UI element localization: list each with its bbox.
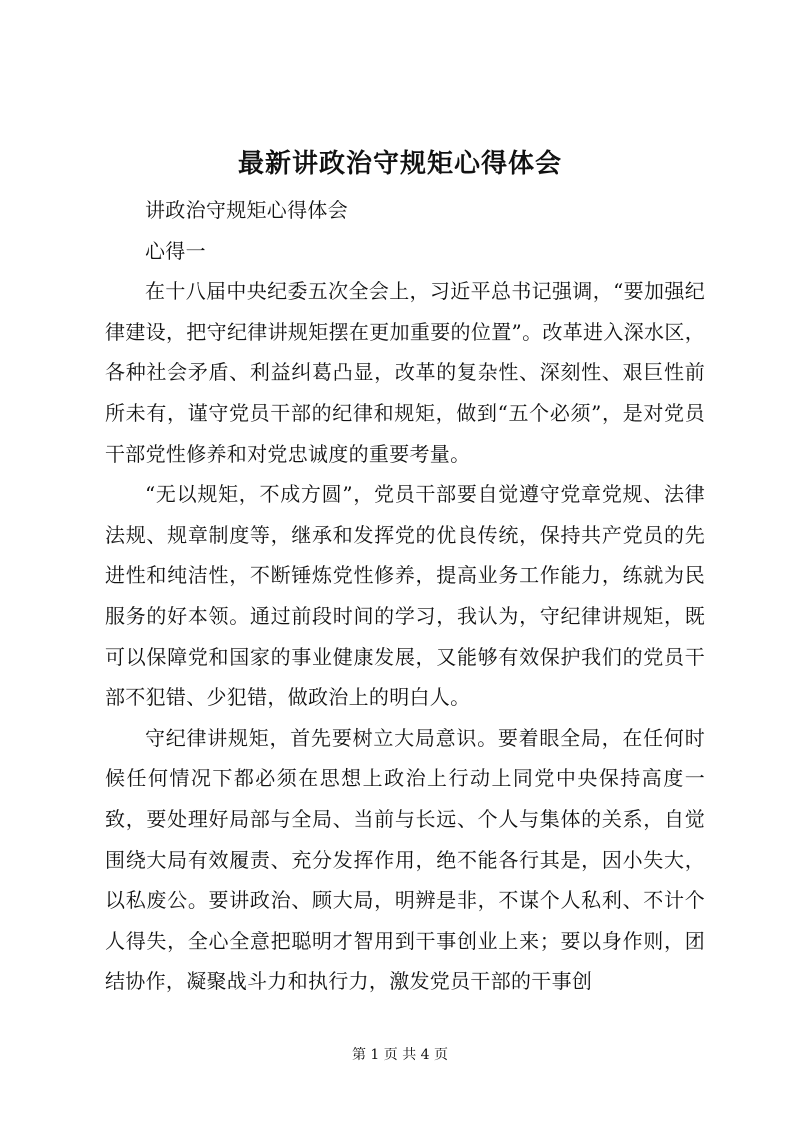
document-title: 最新讲政治守规矩心得体会 bbox=[237, 149, 562, 179]
section-heading: 心得一 bbox=[145, 238, 206, 263]
subtitle-line: 讲政治守规矩心得体会 bbox=[145, 198, 348, 222]
paragraph-1: 在十八届中央纪委五次全会上，习近平总书记强调，“要加强纪律建设，把守纪律讲规矩摆在更加重要的位置”。改革进入深水区，各种社会矛盾、利益纠葛凸显，改革的复杂性、深刻性、艰巨性前所未有，谨守党员干部的纪律和规矩，做到“五个必须”，是对党员干部党性修养和对党忠诚度的重要考量。 bbox=[105, 279, 705, 466]
paragraph-2: “无以规矩，不成方圆”，党员干部要自觉遵守党章党规、法律法规、规章制度等，继承和发挥党的优良传统，保持共产党员的先进性和纯洁性，不断锤炼党性修养，提高业务工作能力，练就为民服务的好本领。通过前段时间的学习，我认为，守纪律讲规矩，既可以保障党和国家的事业健康发展，又能够有效保护我们的党员干部不犯错、少犯错，做政治上的明白人。 bbox=[105, 482, 705, 710]
paragraph-3: 守纪律讲规矩，首先要树立大局意识。要着眼全局，在任何时候任何情况下都必须在思想上政治上行动上同党中央保持高度一致，要处理好局部与全局、当前与长远、个人与集体的关系，自觉围绕大局有效履责、充分发挥作用，绝不能各行其是，因小失大，以私废公。要讲政治、顾大局，明辨是非，不谋个人私利、不计个人得失，全心全意把聪明才智用到干事创业上来；要以身作则，团结协作，凝聚战斗力和执行力，激发党员干部的干事创 bbox=[105, 725, 705, 994]
page-number-footer: 第 1 页 共 4 页 bbox=[351, 1047, 449, 1063]
document-body bbox=[105, 190, 705, 1002]
